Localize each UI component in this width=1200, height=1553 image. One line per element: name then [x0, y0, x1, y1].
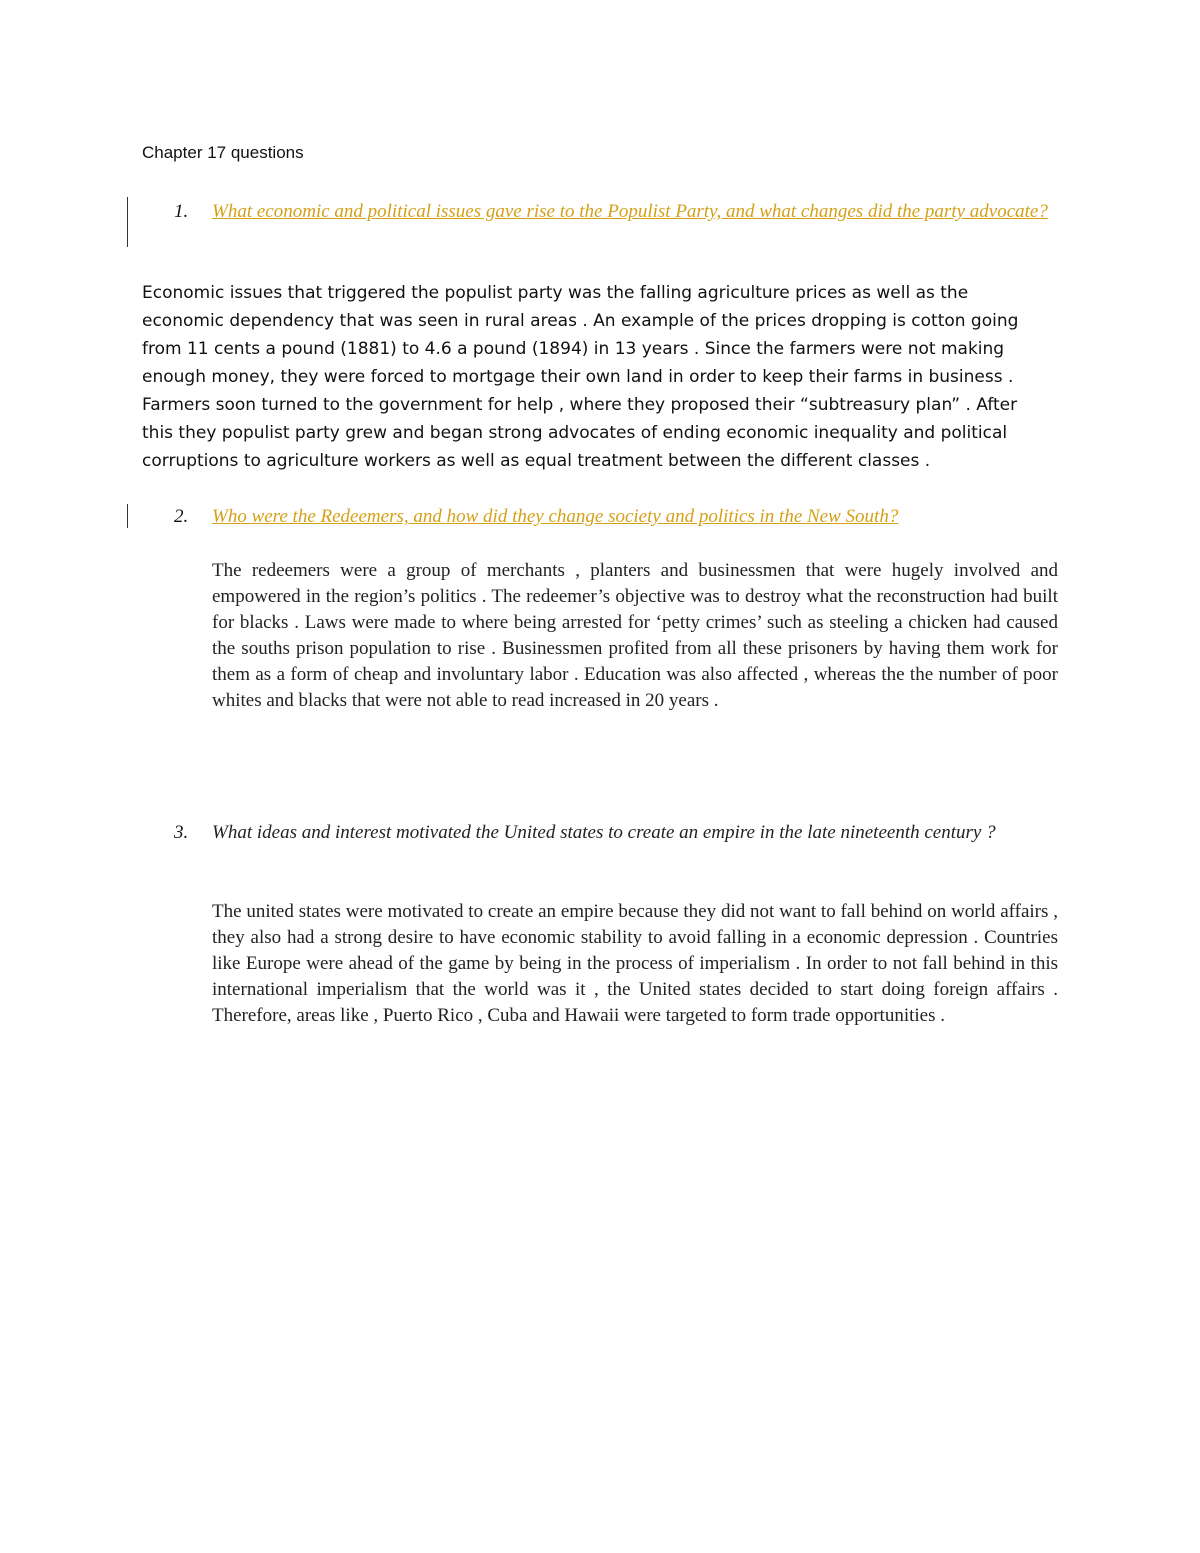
question-2-number: 2. [174, 506, 189, 527]
question-1-text: What economic and political issues gave rise to the Populist Party, and what changes did the party advocate? [212, 201, 1048, 222]
question-2-text: Who were the Redeemers, and how did they change society and politics in the New South? [212, 506, 899, 527]
question-1-number: 1. [174, 201, 189, 222]
change-bar-2 [127, 504, 128, 528]
change-bar-1 [127, 197, 128, 247]
question-3-text: What ideas and interest motivated the United states to create an empire in the late nineteenth century ? [212, 822, 996, 843]
question-3 [174, 820, 1064, 846]
answer-3: The united states were motivated to create an empire because they did not want to fall behind on world affairs , they also had a strong desire to have economic stability to avoid falling in a economic depression . Countries like Europe were ahead of the game by being in the process of imperialism . In order to not fall behind in this international imperialism that the world was it , the United states decided to start doing foreign affairs . Therefore, areas like , Puerto Rico , Cuba and Hawaii were targeted to form trade opportunities . [212, 901, 1058, 1026]
question-3-number: 3. [174, 822, 189, 843]
question-1 [174, 199, 1064, 225]
document-title: Chapter 17 questions [142, 143, 304, 162]
answer-2: The redeemers were a group of merchants , planters and businessmen that were hugely involved and empowered in the region’s politics . The redeemer’s objective was to destroy what the reconstruction had built for blacks . Laws were made to where being arrested for ‘petty crimes’ such as steeling a chicken had caused the souths prison population to rise . Businessmen profited from all these prisoners by having them work for them as a form of cheap and involuntary labor . Education was also affected , whereas the the number of poor whites and blacks that were not able to read increased in 20 years . [212, 560, 1058, 711]
question-2 [174, 504, 1064, 530]
answer-1: Economic issues that triggered the populist party was the falling agriculture prices as well as the economic dependency that was seen in rural areas . An example of the prices dropping is cotton going from 11 cents a pound (1881) to 4.6 a pound (1894) in 13 years . Since the farmers were not making enough money, they were forced to mortgage their own land in order to keep their farms in business . Farmers soon turned to the government for help , where they proposed their “subtreasury plan” . After this they populist party grew and began strong advocates of ending economic inequality and political corruptions to agriculture workers as well as equal treatment between the different classes . [142, 283, 1019, 471]
